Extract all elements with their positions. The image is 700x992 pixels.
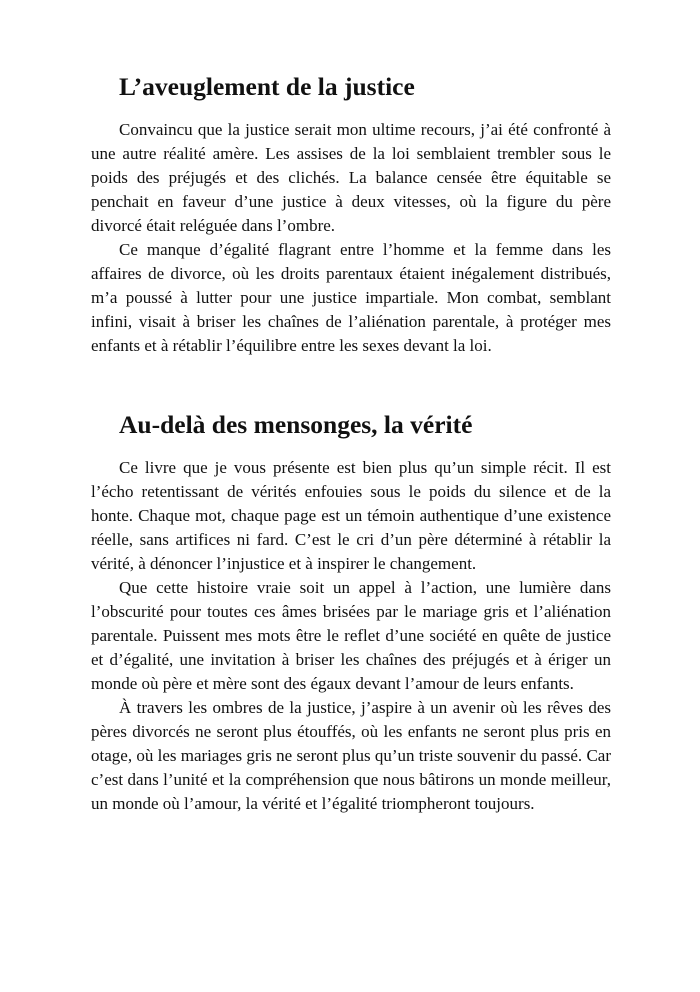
paragraph: Ce livre que je vous présente est bien plus qu’un simple récit. Il est l’écho retentissant de vérités enfouies sous le poids du silence et de la honte. Chaque mot, chaque page est un témoin authentique d’une existence réelle, sans artifices ni fard. C’est le cri d’un père déterminé à rétablir la vérité, à dénoncer l’injustice et à inspirer le changement. xyxy=(91,458,611,573)
section-blind-justice xyxy=(91,72,611,358)
document-page xyxy=(91,0,611,992)
section-heading: Au-delà des mensonges, la vérité xyxy=(119,410,473,439)
paragraph: Convaincu que la justice serait mon ultime recours, j’ai été confronté à une autre réalité amère. Les assises de la loi semblaient trembler sous le poids des préjugés et des clichés. La balance censée être équitable se penchait en faveur d’une justice à deux vitesses, où la figure du père divorcé était reléguée dans l’ombre. xyxy=(91,120,611,235)
paragraph: À travers les ombres de la justice, j’aspire à un avenir où les rêves des pères divorcés ne seront plus étouffés, où les enfants ne seront plus pris en otage, où les mariages gris ne seront plus qu’un triste souvenir du passé. Car c’est dans l’unité et la compréhension que nous bâtirons un monde meilleur, un monde où l’amour, la vérité et l’égalité triompheront toujours. xyxy=(91,698,611,813)
section-heading: L’aveuglement de la justice xyxy=(119,72,415,101)
paragraph: Ce manque d’égalité flagrant entre l’homme et la femme dans les affaires de divorce, où les droits parentaux étaient inégalement distribués, m’a poussé à lutter pour une justice impartiale. Mon combat, semblant infini, visait à briser les chaînes de l’aliénation parentale, à protéger mes enfants et à rétablir l’équilibre entre les sexes devant la loi. xyxy=(91,240,611,355)
section-beyond-lies xyxy=(91,410,611,816)
paragraph: Que cette histoire vraie soit un appel à l’action, une lumière dans l’obscurité pour toutes ces âmes brisées par le mariage gris et l’aliénation parentale. Puissent mes mots être le reflet d’une société en quête de justice et d’égalité, une invitation à briser les chaînes des préjugés et à ériger un monde où père et mère sont des égaux devant l’amour de leurs enfants. xyxy=(91,578,611,693)
